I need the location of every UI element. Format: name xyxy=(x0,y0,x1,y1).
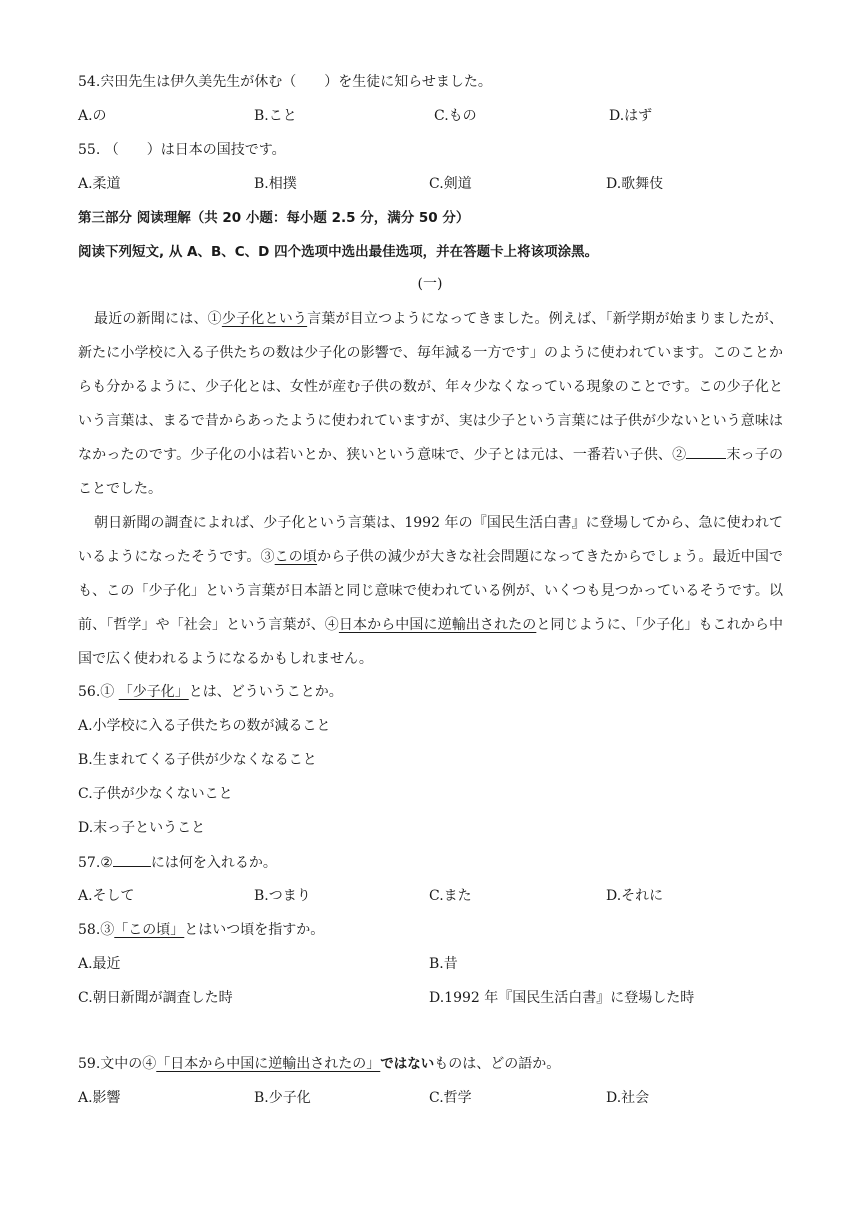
underlined-phrase-3: この頃 xyxy=(274,549,318,565)
question-57-options xyxy=(78,886,778,906)
option-c[interactable]: C.また xyxy=(429,888,472,904)
question-54-text: 54.宍田先生は伊久美先生が休む（ ）を生徒に知らせました。 xyxy=(78,74,492,90)
section-title: 第三部分 阅读理解（共 20 小题：每小题 2.5 分，满分 50 分） xyxy=(78,210,470,226)
passage-number: (一) xyxy=(417,276,443,292)
question-58-text: 58.③「この頃」とはいつ頃を指すか。 xyxy=(78,922,325,938)
passage-paragraph-1 xyxy=(78,302,783,506)
question-56-text: 56.① 「少子化」とは、どういうことか。 xyxy=(78,684,343,700)
q58-quote: 「この頃」 xyxy=(114,922,185,938)
option-b[interactable]: B.昔 xyxy=(429,956,458,972)
question-55-text: 55. （ ）は日本の国技です。 xyxy=(78,142,286,158)
option-d[interactable]: D.歌舞伎 xyxy=(606,176,664,192)
p1-text-a: 最近の新聞には、① xyxy=(94,311,222,327)
option-b[interactable]: B.つまり xyxy=(254,888,311,904)
option-a[interactable]: A.最近 xyxy=(78,956,121,972)
question-59-options xyxy=(78,1088,778,1108)
underlined-phrase-4: 日本から中国に逆輸出されたの xyxy=(338,617,537,633)
p2-text-a: 朝日新聞の調査によれば、少子化という言葉は、1992 年の『国民生活白書』に登場してから、急に使われているようになったそうです。③ xyxy=(78,515,783,565)
question-58-options-row2 xyxy=(78,988,778,1008)
option-d[interactable]: D.はず xyxy=(609,108,653,124)
option-b[interactable]: B.こと xyxy=(254,108,297,124)
question-54-options xyxy=(78,106,778,126)
p2-text-b: から子供の減少が大きな社会問題になってきたからでしょう。最近中国でも、この「少子化」という言葉が日本語と同じ意味で使われている例が、いくつも見つかっているそうです。以前、「哲学」や「社会」という言葉が、④ xyxy=(78,549,784,633)
underlined-phrase-1: 少子化という xyxy=(221,311,308,327)
option-a[interactable]: A.の xyxy=(78,108,107,124)
option-d[interactable]: D.1992 年『国民生活白書』に登場した時 xyxy=(429,990,695,1006)
question-57-text: 57.② には何を入れるか。 xyxy=(78,852,277,873)
q56-option-c[interactable]: C.子供が少なくないこと xyxy=(78,786,233,802)
question-55-options xyxy=(78,174,778,194)
option-c[interactable]: C.哲学 xyxy=(429,1090,472,1106)
option-d[interactable]: D.それに xyxy=(606,888,664,904)
p1-text-b: 言葉が目立つようになってきました。例えば、「新学期が始まりましたが、新たに小学校に入る子供たちの数は少子化の影響で、毎年減る一方です」のように使われています。このことからも分かるように、少子化とは、女性が産む子供の数が、年々少なくなっている現象のことです。この少子化という言葉は、まるで昔からあったように使われていますが、実は少子という言葉には子供が少ないという意味はなかったのです。少子化の小は若いとか、狭いという意味で、少子とは元は、一番若い子供、② xyxy=(78,311,783,463)
option-c[interactable]: C.もの xyxy=(434,108,477,124)
q59-quote: 「日本から中国に逆輸出されたの」 xyxy=(156,1056,381,1072)
option-a[interactable]: A.そして xyxy=(78,888,135,904)
p2-text-c: と同じように、「少子化」もこれから中国で広く使われるようになるかもしれません。 xyxy=(78,617,784,667)
option-a[interactable]: A.柔道 xyxy=(78,176,121,192)
q56-quote: 「少子化」 xyxy=(118,684,189,700)
option-c[interactable]: C.剣道 xyxy=(429,176,472,192)
option-b[interactable]: B.少子化 xyxy=(254,1090,311,1106)
option-d[interactable]: D.社会 xyxy=(606,1090,650,1106)
q56-option-a[interactable]: A.小学校に入る子供たちの数が減ること xyxy=(78,718,331,734)
q56-option-d[interactable]: D.末っ子ということ xyxy=(78,820,206,836)
section-instruction: 阅读下列短文, 从 A、B、C、D 四个选项中选出最佳选项，并在答题卡上将该项涂黑。 xyxy=(78,244,599,260)
option-b[interactable]: B.相撲 xyxy=(254,176,297,192)
p1-text-c: 末っ子のことでした。 xyxy=(78,447,783,497)
q56-option-b[interactable]: B.生まれてくる子供が少なくなること xyxy=(78,752,317,768)
question-59-text: 59.文中の④「日本から中国に逆輸出されたの」ではないものは、どの語か。 xyxy=(78,1056,561,1072)
question-58-options-row1 xyxy=(78,954,778,974)
option-a[interactable]: A.影響 xyxy=(78,1090,121,1106)
q59-emphasis: ではない xyxy=(380,1056,435,1072)
blank-2-ref xyxy=(113,852,151,867)
option-c[interactable]: C.朝日新聞が調査した時 xyxy=(78,990,233,1006)
blank-2 xyxy=(686,444,726,459)
passage-paragraph-2 xyxy=(78,506,783,676)
